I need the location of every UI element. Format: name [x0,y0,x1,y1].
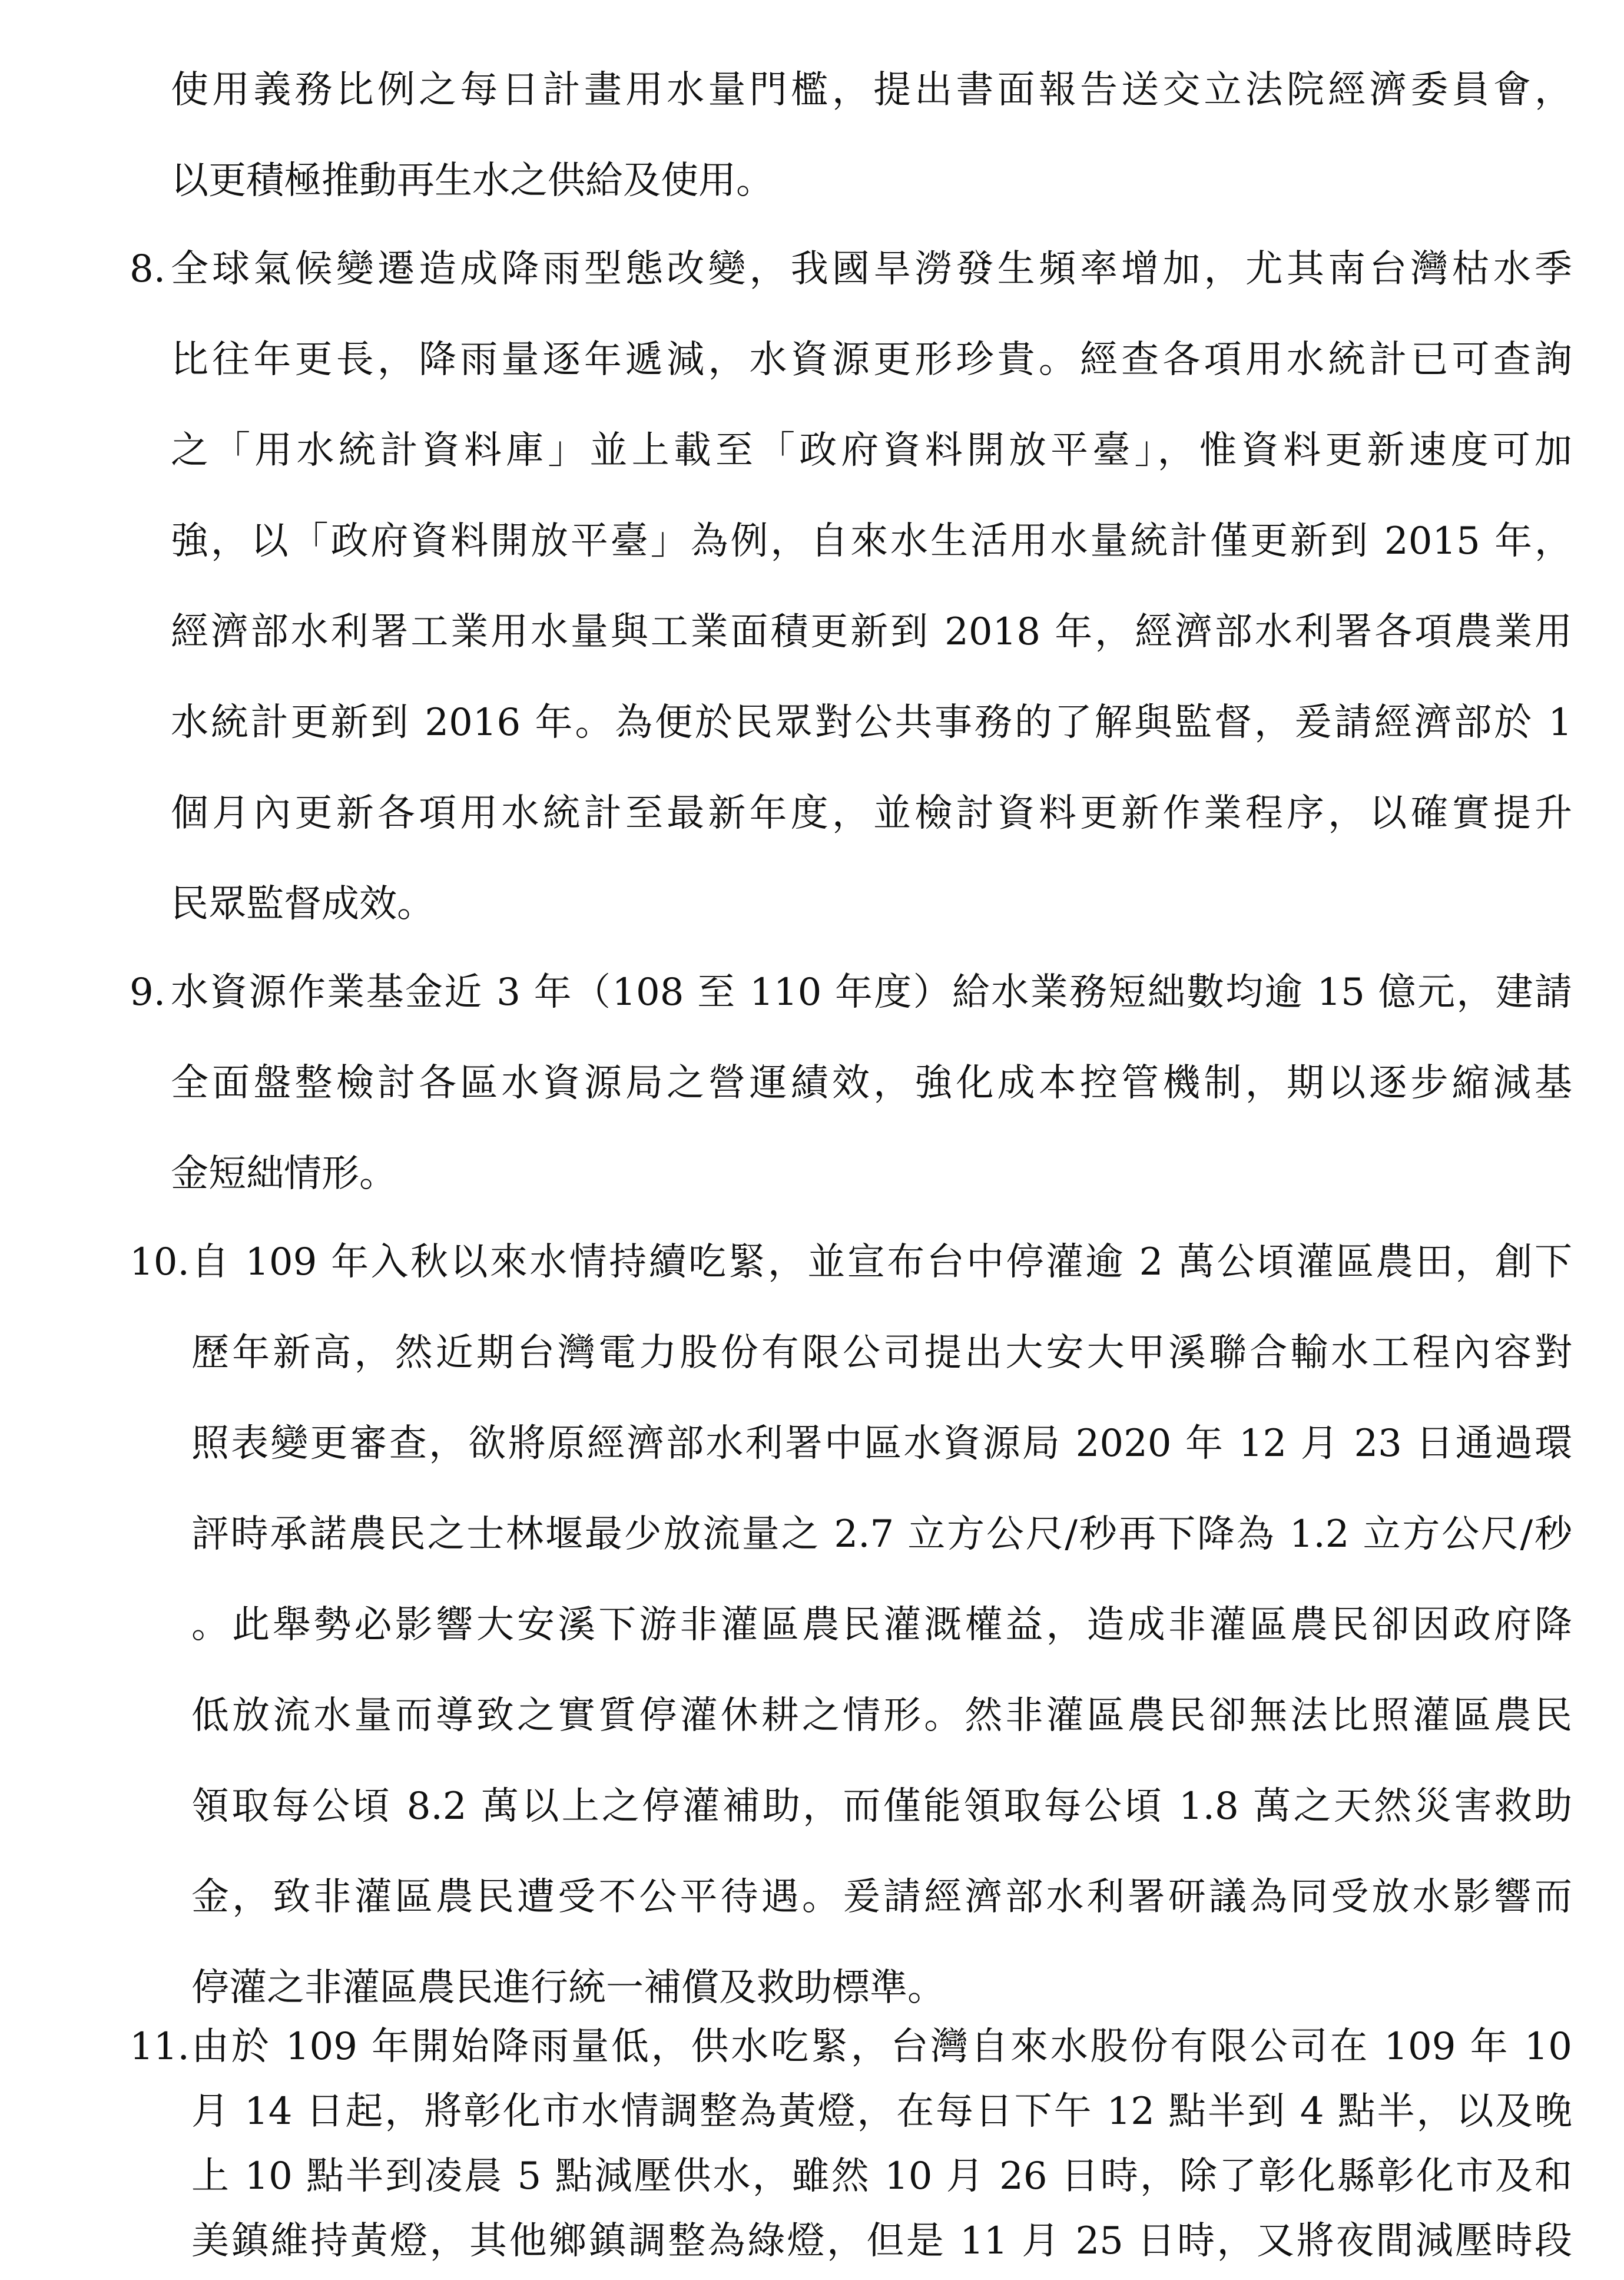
text-line: 比往年更長，降雨量逐年遞減，水資源更形珍貴。經查各項用水統計已可查詢 [171,338,1572,382]
text-line: 經濟部水利署工業用水量與工業面積更新到 2018 年，經濟部水利署各項農業用 [171,610,1572,654]
text-line: 評時承諾農民之士林堰最少放流量之 2.7 立方公尺/秒再下降為 1.2 立方公尺/秒 [191,1513,1572,1556]
text-line: 上 10 點半到凌晨 5 點減壓供水，雖然 10 月 26 日時，除了彰化縣彰化市及和 [191,2155,1572,2198]
text-line: 水統計更新到 2016 年。為便於民眾對公共事務的了解與監督，爰請經濟部於 1 [171,701,1572,744]
text-line: 照表變更審查，欲將原經濟部水利署中區水資源局 2020 年 12 月 23 日通過環 [191,1422,1572,1465]
paragraph-number: 8. [130,247,166,291]
text-line: 全面盤整檢討各區水資源局之營運績效，強化成本控管機制，期以逐步縮減基 [171,1061,1572,1105]
text-line: 水資源作業基金近 3 年（108 至 110 年度）給水業務短絀數均逾 15 億元，建請 [171,971,1572,1014]
text-line: 歷年新高，然近期台灣電力股份有限公司提出大安大甲溪聯合輸水工程內容對 [191,1331,1572,1375]
text-line: 低放流水量而導致之實質停灌休耕之情形。然非灌區農民卻無法比照灌區農民 [191,1694,1572,1738]
text-line: 之「用水統計資料庫」並上載至「政府資料開放平臺」，惟資料更新速度可加 [171,429,1572,472]
text-line: 自 109 年入秋以來水情持續吃緊，並宣布台中停灌逾 2 萬公頃灌區農田，創下 [191,1240,1572,1284]
text-line: 領取每公頃 8.2 萬以上之停灌補助，而僅能領取每公頃 1.8 萬之天然災害救助 [191,1785,1572,1828]
paragraph-number: 11. [130,2025,190,2069]
paragraph-number: 9. [130,971,166,1014]
text-line: 美鎮維持黃燈，其他鄉鎮調整為綠燈，但是 11 月 25 日時，又將夜間減壓時段 [191,2219,1572,2263]
text-line: 由於 109 年開始降雨量低，供水吃緊，台灣自來水股份有限公司在 109 年 10 [191,2025,1572,2069]
text-line: 。此舉勢必影響大安溪下游非灌區農民灌溉權益，造成非灌區農民卻因政府降 [191,1603,1572,1647]
text-line: 金，致非灌區農民遭受不公平待遇。爰請經濟部水利署研議為同受放水影響而 [191,1875,1572,1919]
text-line: 個月內更新各項用水統計至最新年度，並檢討資料更新作業程序，以確實提升 [171,792,1572,835]
text-line: 停灌之非灌區農民進行統一補償及救助標準。 [191,1966,945,2010]
text-line: 以更積極推動再生水之供給及使用。 [171,159,774,203]
text-line: 使用義務比例之每日計畫用水量門檻，提出書面報告送交立法院經濟委員會， [171,68,1572,112]
text-line: 全球氣候變遷造成降雨型態改變，我國旱澇發生頻率增加，尤其南台灣枯水季 [171,247,1572,291]
text-line: 強，以「政府資料開放平臺」為例，自來水生活用水量統計僅更新到 2015 年， [171,519,1572,563]
text-line: 金短絀情形。 [171,1152,397,1196]
text-line: 民眾監督成效。 [171,882,435,926]
text-line: 月 14 日起，將彰化市水情調整為黃燈，在每日下午 12 點半到 4 點半，以及晚 [191,2090,1572,2133]
paragraph-number: 10. [130,1240,190,1284]
